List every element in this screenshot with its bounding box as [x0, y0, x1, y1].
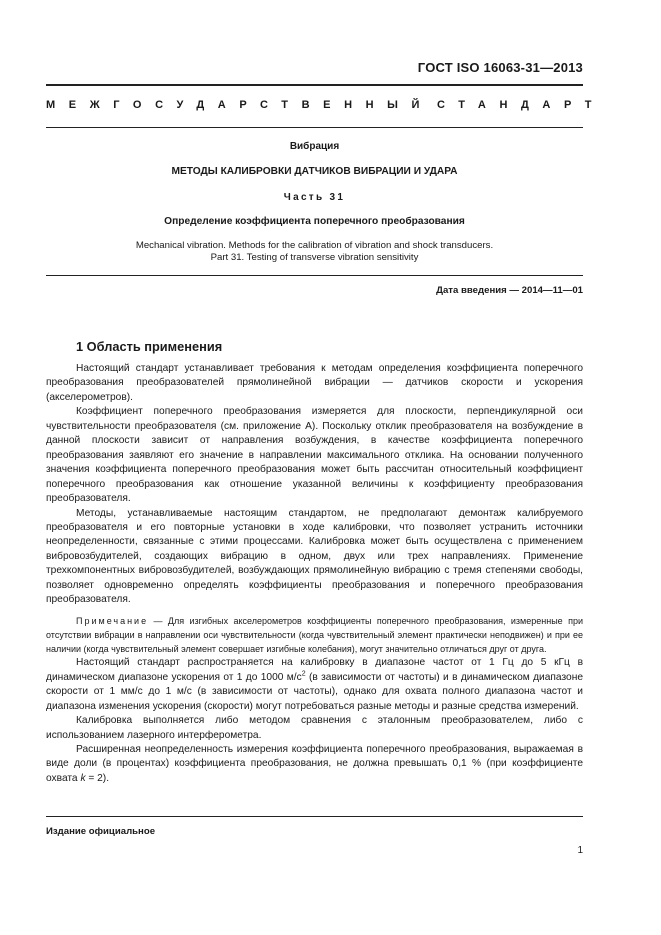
- intro-date: Дата введения — 2014—11—01: [436, 285, 583, 296]
- range-superscript: 2: [301, 670, 306, 678]
- main-title: МЕТОДЫ КАЛИБРОВКИ ДАТЧИКОВ ВИБРАЦИИ И УДАРА: [171, 166, 458, 177]
- standard-type-left: МЕЖГОСУДАРСТВЕННЫЙ: [46, 99, 434, 111]
- english-title-line2: Part 31. Testing of transverse vibration sensitivity: [210, 252, 419, 263]
- part-subtitle: Определение коэффициента поперечного преобразования: [164, 216, 465, 227]
- section-body: [46, 362, 583, 786]
- note-text: — Для изгибных акселерометров коэффициенты поперечного преобразования, измеренные при отсутствии вибрации в направлении оси чувствительности (когда чувствительный элемент практически неподвижен) и при ее наличии (когда чувствительный элемент совершает изгибные колебания), могут значительно отличаться друг от друга.: [46, 615, 583, 655]
- note-label: Примечание: [76, 615, 149, 626]
- header-rule-bottom: [46, 127, 583, 128]
- standard-type-right: СТАНДАРТ: [437, 99, 606, 111]
- edition-label: Издание официальное: [46, 826, 156, 837]
- paragraph-range: [46, 656, 583, 714]
- page-number: 1: [577, 845, 583, 856]
- uncertainty-text-after: = 2).: [85, 772, 110, 784]
- part-title: Часть 31: [283, 192, 346, 203]
- header-rule-top: [46, 84, 583, 86]
- range-text-before: Настоящий стандарт распространяется на калибровку в диапазоне частот от 1 Гц до 5 кГц в динамическом диапазоне ускорения от 1 до 1000 м/с: [46, 657, 583, 683]
- note: [46, 614, 583, 657]
- coverage-factor-symbol: k: [80, 772, 86, 784]
- subject-title: Вибрация: [289, 141, 340, 152]
- gost-code: ГОСТ ISO 16063-31—2013: [417, 60, 583, 75]
- english-title-line1: Mechanical vibration. Methods for the calibration of vibration and shock transducers.: [135, 240, 494, 251]
- range-text-after: (в зависимости от частоты) и в динамическом диапазоне скорости от 1 мм/с до 1 м/с (в зависимости от частоты), однако для охвата полного диапазона частот и диапазона изменения ускорения (скорости) могут потребоваться разные методы и разные средства измерений.: [46, 671, 583, 712]
- paragraph-uncertainty: [46, 743, 583, 786]
- paragraph-scope: Настоящий стандарт устанавливает требования к методам определения коэффициента поперечного преобразования преобразователей прямолинейной вибрации — датчиков скорости и ускорения (акселерометров).: [46, 363, 583, 403]
- section-heading: 1 Область применения: [76, 339, 223, 354]
- paragraph-calibration: Калибровка выполняется либо методом сравнения с эталонным преобразователем, либо с использованием лазерного интерферометра.: [46, 715, 583, 741]
- footer-rule: [46, 816, 583, 817]
- paragraph-methods: Методы, устанавливаемые настоящим стандартом, не предполагают демонтаж калибруемого преобразователя и его повторные установки в ходе калибровки, что позволяет устранить источники неопределенности, связанные с этими процессами. Калибровка может быть осуществлена с применением вибровозбудителей, создающих вибрацию в одном, двух или трех направлениях. Применение трехкомпонентных вибровозбудителей, возбуждающих прямолинейную вибрацию с тремя степенями свободы, позволяет одновременно определять коэффициенты преобразования и поперечного преобразования преобразователя.: [46, 507, 583, 606]
- uncertainty-text-before: Расширенная неопределенность измерения коэффициента поперечного преобразования, выражаемая в виде доли (в процентах) коэффициента преобразования, не должна превышать 0,1 % (при коэффициенте охвата: [46, 744, 583, 784]
- title-rule: [46, 275, 583, 276]
- paragraph-definition: Коэффициент поперечного преобразования измеряется для плоскости, перпендикулярной оси чувствительности преобразователя (см. приложение А). Поскольку отклик преобразователя на возбуждение в данной плоскости зависит от направления возбуждения, в качестве коэффициента поперечного преобразования заявляют его значение в направлении максимального отклика. На основании полученного значения коэффициента поперечного преобразования может быть рассчитан относительный коэффициент поперечного преобразования как отношение указанной величины к коэффициенту преобразования преобразователя.: [46, 406, 583, 505]
